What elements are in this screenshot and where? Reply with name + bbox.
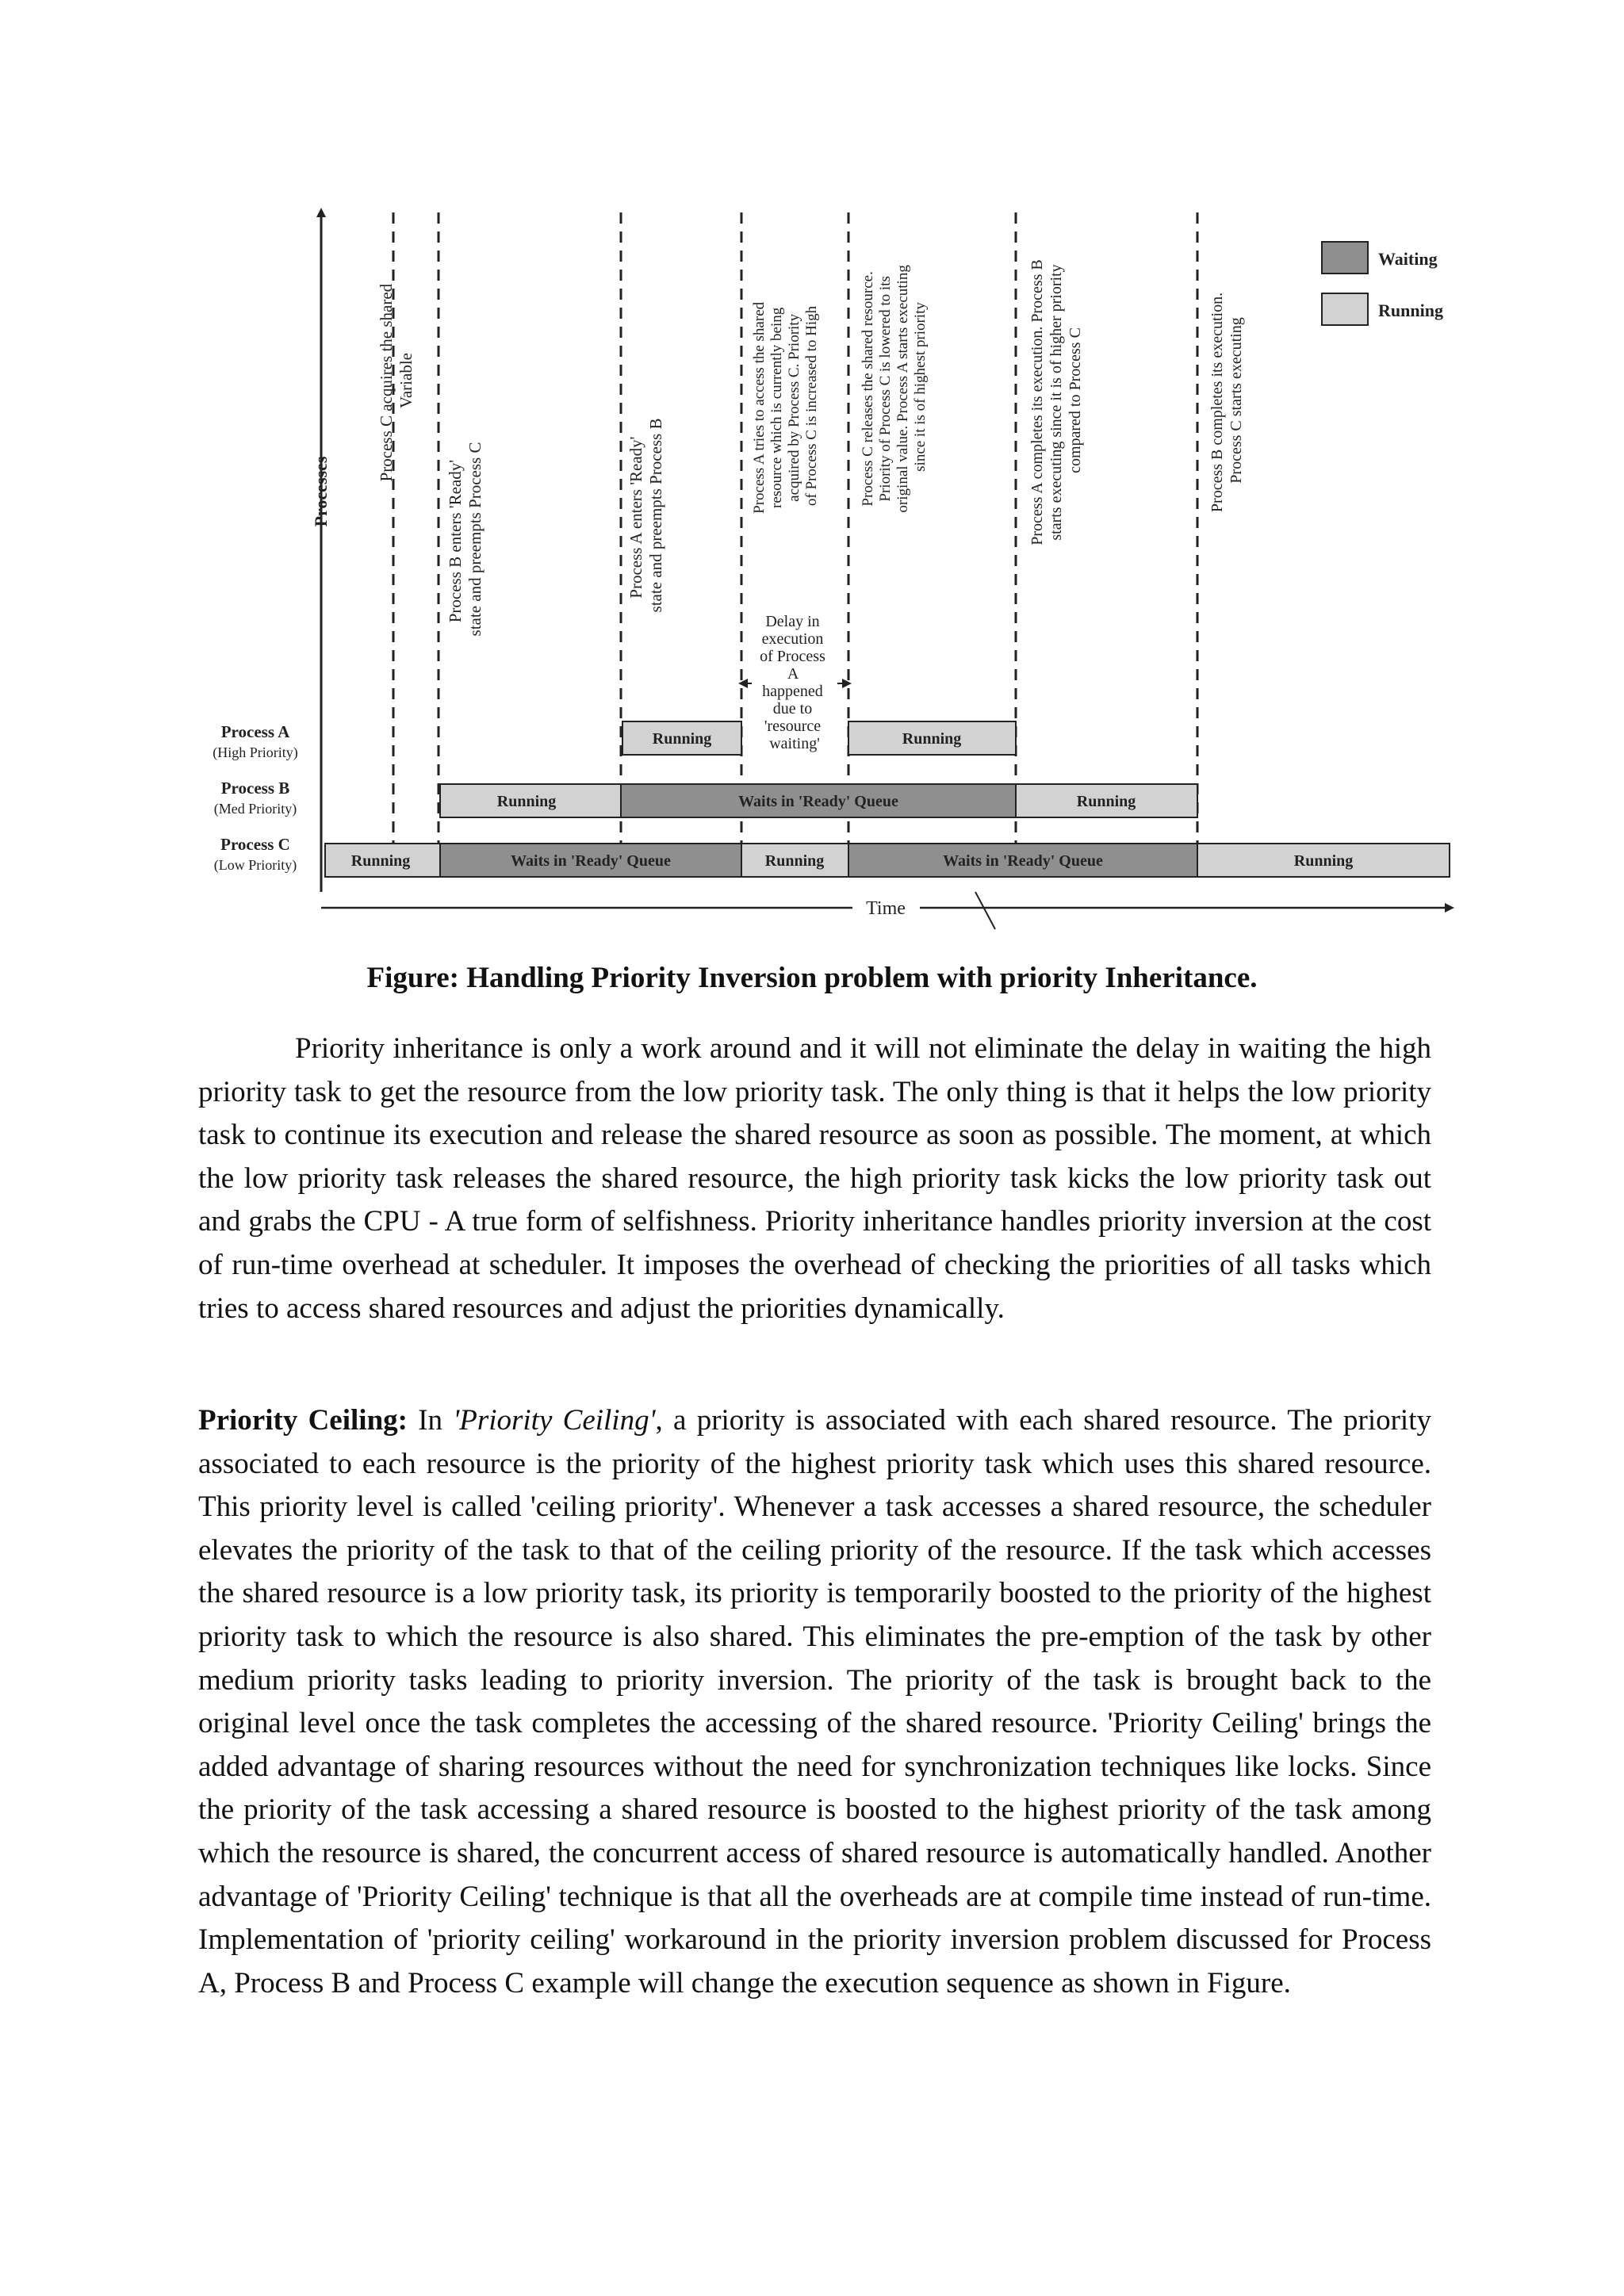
a-running-label-2: Running <box>902 730 962 748</box>
process-c-label: Process C <box>220 835 290 854</box>
legend-running-label: Running <box>1378 300 1443 320</box>
event-3-text: Process A enters 'Ready' state and preempts Process B <box>626 418 665 613</box>
legend-running-swatch <box>1322 293 1368 325</box>
event-4-text: Process A tries to access the shared resource which is currently being acquired by Process C. Priority of Process C is increased to High <box>751 301 820 514</box>
event-5-text: Process C releases the shared resource. Priority of Process C is lowered to its original value. Process A starts executing since it is of highest priority <box>860 265 929 513</box>
delay-note: Delay in execution of Process A happened due to 'resource waiting' <box>760 613 825 752</box>
process-b-label: Process B <box>220 779 290 798</box>
priority-ceiling-in: In <box>407 1404 454 1437</box>
event-6-text: Process A completes its execution. Process B starts executing since it is of higher priority compared to Process C <box>1028 259 1084 545</box>
a-running-label-1: Running <box>652 730 712 748</box>
legend-waiting-swatch <box>1322 242 1368 274</box>
x-axis-label: Time <box>866 898 906 919</box>
process-a-priority: (High Priority) <box>213 744 298 760</box>
event-1-text: Process C acquires the shared Variable <box>377 283 416 482</box>
c-running-label-3: Running <box>1293 852 1354 870</box>
c-waiting-label-2: Waits in 'Ready' Queue <box>943 852 1103 870</box>
figure-caption: Figure: Handling Priority Inversion problem with priority Inheritance. <box>366 962 1258 994</box>
paragraph-priority-inheritance: Priority inheritance is only a work around and it will not eliminate the delay in waiting the high priority task to get the resource from the low priority task. The only thing is that it helps the low priority task to continue its execution and release the shared resource as soon as possible. The moment, at which the low priority task releases the shared resource, the high priority task kicks the low priority task out and grabs the CPU - A true form of selfishness. Priority inheritance handles priority inversion at the cost of run-time overhead at scheduler. It imposes the overhead of checking the priorities of all tasks which tries to access shared resources and adjust the priorities dynamically. <box>198 1032 1431 1325</box>
priority-inheritance-figure <box>0 0 1624 936</box>
c-waiting-label-1: Waits in 'Ready' Queue <box>511 852 671 870</box>
process-b-priority: (Med Priority) <box>213 801 297 817</box>
c-running-label-1: Running <box>350 852 411 870</box>
b-running-label-1: Running <box>496 793 557 810</box>
c-running-label-2: Running <box>764 852 825 870</box>
process-c-priority: (Low Priority) <box>213 857 297 873</box>
priority-ceiling-term: 'Priority Ceiling' <box>453 1404 656 1437</box>
b-running-label-2: Running <box>1076 793 1136 810</box>
x-axis-label-tick <box>975 892 995 929</box>
event-7-text: Process B completes its execution. Process C starts executing <box>1208 292 1245 513</box>
y-axis-label: Processes <box>311 456 331 527</box>
legend-waiting-label: Waiting <box>1378 249 1438 269</box>
process-a-label: Process A <box>220 722 290 741</box>
paragraph-priority-ceiling <box>198 1399 1431 2005</box>
b-waiting-label: Waits in 'Ready' Queue <box>738 793 898 810</box>
priority-ceiling-heading: Priority Ceiling: <box>198 1404 408 1437</box>
event-2-text: Process B enters 'Ready' state and preempts Process C <box>446 442 485 637</box>
priority-ceiling-body: , a priority is associated with each shared resource. The priority associated to each resource is the priority of the highest priority task which uses this shared resource. This priority level is called 'ceiling priority'. Whenever a task accesses a shared resource, the scheduler elevates the priority of the task to that of the ceiling priority of the resource. If the task which accesses the shared resource is a low priority task, its priority is temporarily boosted to the priority of the highest priority task to which the resource is also shared. This eliminates the pre-emption of the task by other medium priority tasks leading to priority inversion. The priority of the task is brought back to the original level once the task completes the accessing of the shared resource. 'Priority Ceiling' brings the added advantage of sharing resources without the need for synchronization techniques like locks. Since the priority of the task accessing a shared resource is boosted to the highest priority of the task among which the resource is shared, the concurrent access of shared resource is automatically handled. Another advantage of 'Priority Ceiling' technique is that all the overheads are at compile time instead of run-time. Implementation of 'priority ceiling' workaround in the priority inversion problem discussed for Process A, Process B and Process C example will change the execution sequence as shown in Figure. <box>198 1404 1431 1999</box>
